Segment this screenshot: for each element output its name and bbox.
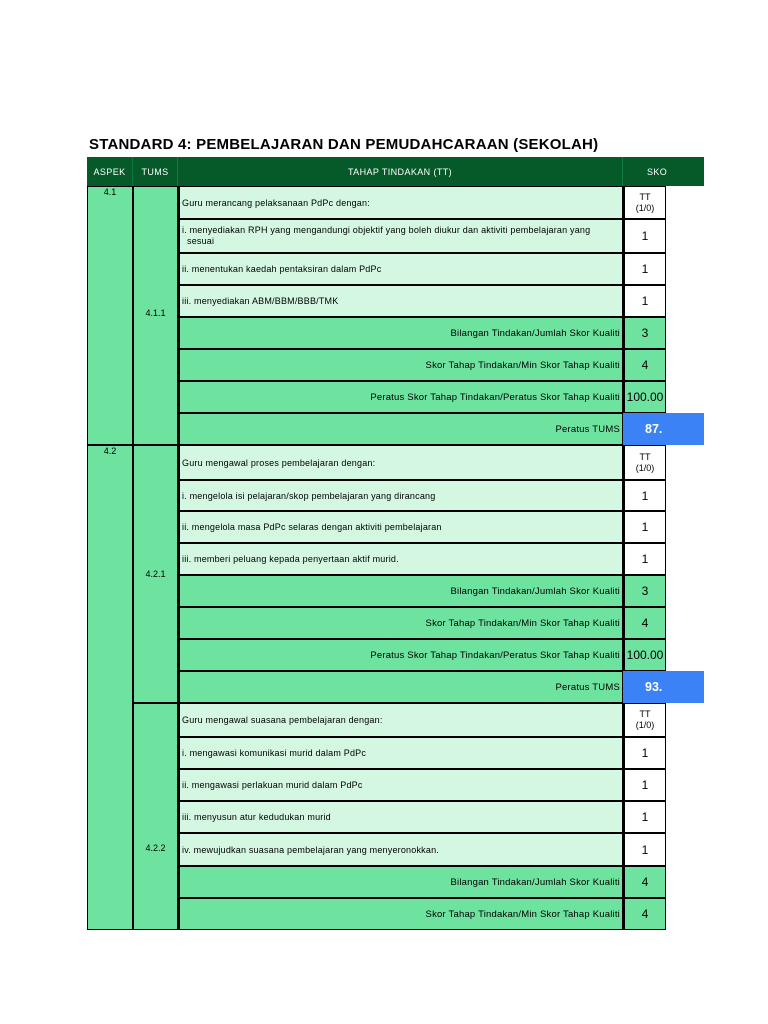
tums-label: 4.2.1 [145, 569, 166, 579]
tt-label: TT [639, 451, 651, 462]
item-score: 1 [623, 543, 666, 575]
criteria-item: ii. mengelola masa PdPc selaras dengan aktiviti pembelajaran [178, 511, 623, 543]
header-tums: TUMS [133, 157, 178, 186]
summary-bilangan-label: Bilangan Tindakan/Jumlah Skor Kualiti [178, 575, 623, 607]
tums-cell-4-2-2 [133, 703, 178, 930]
criteria-item: iii. menyusun atur kedudukan murid [178, 801, 623, 833]
summary-bilangan-value: 3 [623, 575, 666, 607]
tt-range-label: (1/0) [635, 462, 655, 473]
tt-range-label: (1/0) [635, 720, 655, 730]
criteria-intro: Guru mengawal proses pembelajaran dengan: [178, 445, 623, 480]
summary-peratus-label: Peratus Skor Tahap Tindakan/Peratus Skor Tahap Kualiti [178, 381, 623, 413]
criteria-item: iii. memberi peluang kepada penyertaan aktif murid. [178, 543, 623, 575]
tums-label: 4.2.2 [145, 843, 166, 853]
item-score: 1 [623, 737, 666, 769]
peratus-tums-value: 93. [623, 671, 704, 703]
tums-label: 4.1.1 [145, 308, 166, 318]
tt-header-cell [623, 703, 666, 737]
header-aspek: ASPEK [87, 157, 133, 186]
tums-cell-4-2-1 [133, 445, 178, 703]
item-score: 1 [623, 769, 666, 801]
aspek-label: 4.1 [103, 187, 117, 197]
summary-skor-value: 4 [623, 607, 666, 639]
criteria-item: i. mengawasi komunikasi murid dalam PdPc [178, 737, 623, 769]
criteria-item: i. mengelola isi pelajaran/skop pembelajaran yang dirancang [178, 480, 623, 511]
peratus-tums-value: 87. [623, 413, 704, 445]
tums-cell-4-1-1 [133, 186, 178, 445]
item-score: 1 [623, 801, 666, 833]
criteria-item-text: i. menyediakan RPH yang mengandungi objektif yang boleh diukur dan aktiviti pembelajaran yang [182, 225, 591, 235]
peratus-tums-label: Peratus TUMS [178, 671, 623, 703]
summary-peratus-value: 100.00 [623, 381, 666, 413]
summary-bilangan-label: Bilangan Tindakan/Jumlah Skor Kualiti [178, 317, 623, 349]
tt-range-label: (1/0) [635, 202, 655, 213]
item-score: 1 [623, 219, 666, 253]
criteria-item: ii. mengawasi perlakuan murid dalam PdPc [178, 769, 623, 801]
tt-label: TT [639, 709, 651, 719]
summary-bilangan-label: Bilangan Tindakan/Jumlah Skor Kualiti [178, 866, 623, 898]
item-score: 1 [623, 833, 666, 866]
summary-skor-value: 4 [623, 898, 666, 930]
criteria-item: iii. menyediakan ABM/BBM/BBB/TMK [178, 285, 623, 317]
aspek-label: 4.2 [103, 446, 117, 456]
tt-header-cell [623, 186, 666, 219]
peratus-tums-label: Peratus TUMS [178, 413, 623, 445]
tt-header-cell [623, 445, 666, 480]
criteria-item-text-cont: sesuai [187, 236, 215, 246]
aspek-cell-4-1 [87, 186, 133, 445]
item-score: 1 [623, 285, 666, 317]
criteria-item: ii. menentukan kaedah pentaksiran dalam PdPc [178, 253, 623, 285]
header-skor: SKO [623, 157, 704, 186]
item-score: 1 [623, 480, 666, 511]
item-score: 1 [623, 253, 666, 285]
page-title: STANDARD 4: PEMBELAJARAN DAN PEMUDAHCARAAN (SEKOLAH) [89, 136, 599, 153]
tt-label: TT [639, 191, 651, 202]
criteria-item: iv. mewujudkan suasana pembelajaran yang menyeronokkan. [178, 833, 623, 866]
summary-bilangan-value: 4 [623, 866, 666, 898]
criteria-item [178, 219, 623, 253]
summary-skor-label: Skor Tahap Tindakan/Min Skor Tahap Kualiti [178, 607, 623, 639]
item-score: 1 [623, 511, 666, 543]
criteria-intro: Guru mengawal suasana pembelajaran dengan: [178, 703, 623, 737]
header-tahap-tindakan: TAHAP TINDAKAN (TT) [178, 157, 623, 186]
summary-peratus-value: 100.00 [623, 639, 666, 671]
summary-bilangan-value: 3 [623, 317, 666, 349]
summary-skor-label: Skor Tahap Tindakan/Min Skor Tahap Kualiti [178, 349, 623, 381]
summary-skor-value: 4 [623, 349, 666, 381]
aspek-cell-4-2 [87, 445, 133, 930]
criteria-intro: Guru merancang pelaksanaan PdPc dengan: [178, 186, 623, 219]
summary-skor-label: Skor Tahap Tindakan/Min Skor Tahap Kualiti [178, 898, 623, 930]
summary-peratus-label: Peratus Skor Tahap Tindakan/Peratus Skor Tahap Kualiti [178, 639, 623, 671]
